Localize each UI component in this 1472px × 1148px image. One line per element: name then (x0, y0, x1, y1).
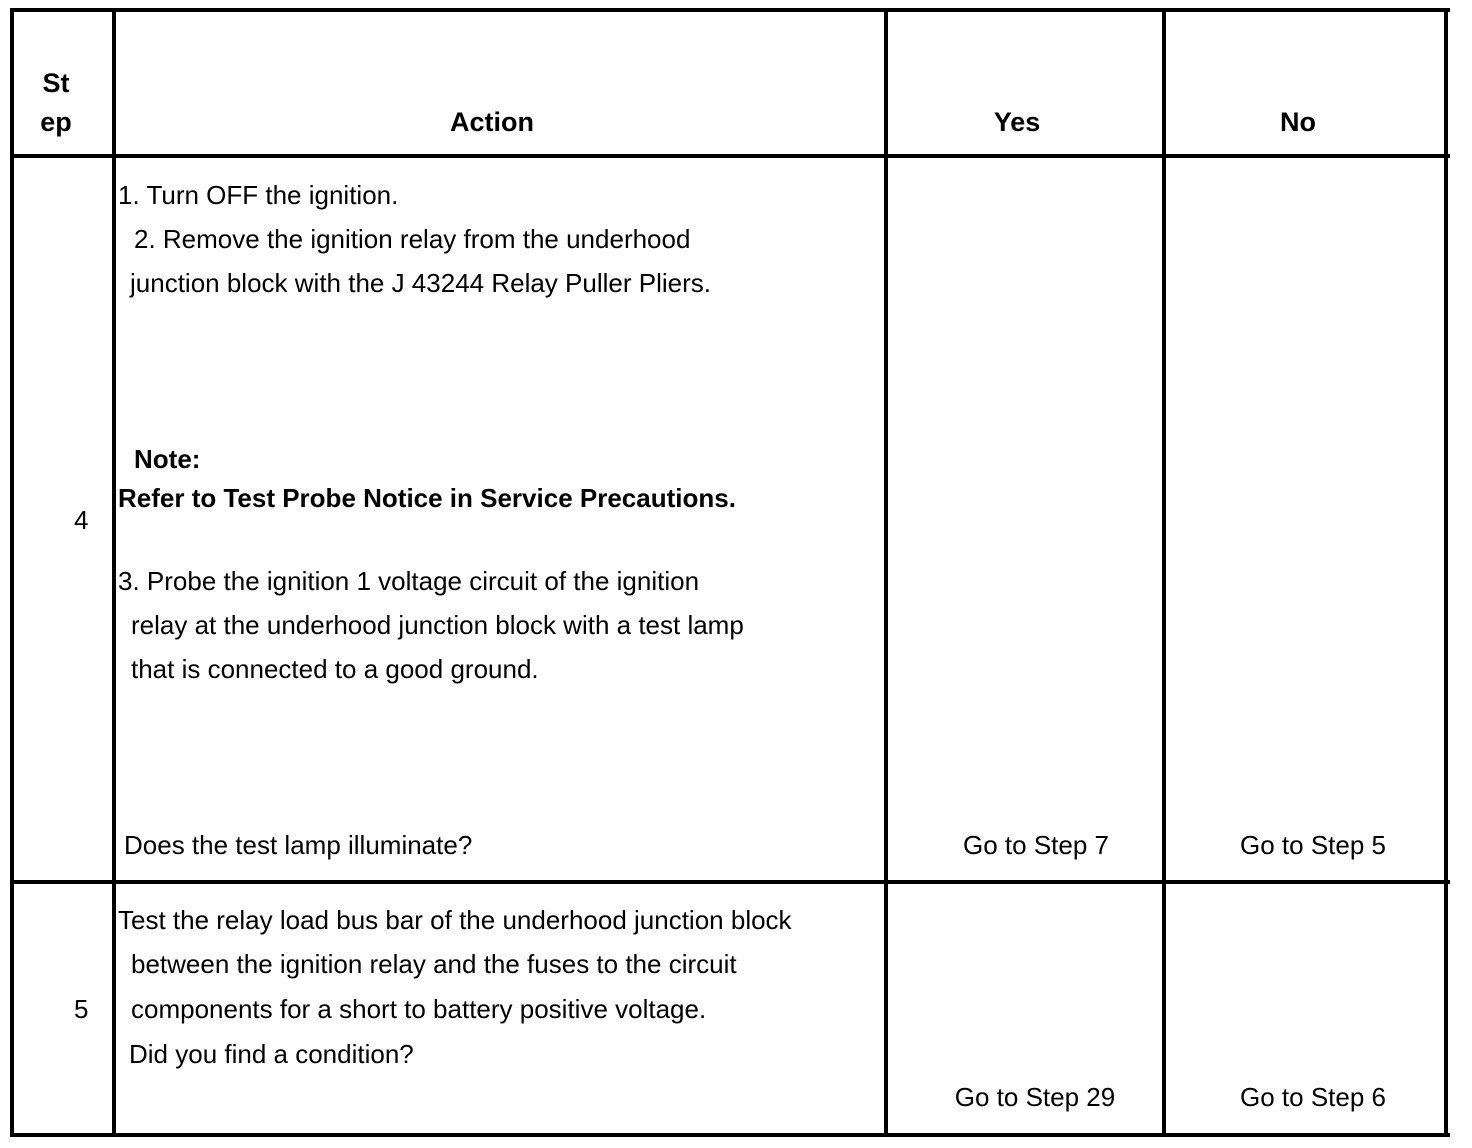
action-line: 1. Turn OFF the ignition. (118, 180, 399, 210)
action-line: 3. Probe the ignition 1 voltage circuit of the ignition (118, 566, 700, 596)
action-question: Did you find a condition? (129, 1039, 414, 1069)
table-border-left (10, 8, 14, 1137)
action-line: that is connected to a good ground. (131, 654, 539, 684)
header-step-line2: ep (40, 107, 72, 137)
action-line: between the ignition relay and the fuses to the circuit (131, 949, 737, 979)
table-border-top (10, 8, 1450, 12)
column-divider-yes (1162, 8, 1166, 1137)
action-line: components for a short to battery positive voltage. (131, 994, 707, 1024)
step-number: 5 (74, 994, 89, 1024)
header-action: Action (450, 107, 534, 137)
action-question: Does the test lamp illuminate? (124, 830, 473, 860)
action-line: relay at the underhood junction block with a test lamp (131, 610, 744, 640)
note-label: Note: (134, 444, 201, 474)
yes-result: Go to Step 29 (954, 1082, 1116, 1112)
step-number: 4 (74, 505, 89, 535)
yes-result: Go to Step 7 (963, 830, 1109, 860)
note-text: Refer to Test Probe Notice in Service Precautions. (118, 483, 736, 513)
table-border-right (1444, 8, 1448, 1137)
header-yes: Yes (993, 107, 1041, 137)
column-divider-step (112, 8, 116, 1137)
row-divider (10, 880, 1450, 884)
action-line: 2. Remove the ignition relay from the underhood (134, 224, 691, 254)
header-step-line1: St (42, 68, 70, 98)
action-line: junction block with the J 43244 Relay Puller Pliers. (130, 268, 711, 298)
no-result: Go to Step 5 (1240, 830, 1386, 860)
action-line: Test the relay load bus bar of the underhood junction block (118, 905, 792, 935)
no-result: Go to Step 6 (1240, 1082, 1386, 1112)
table-border-bottom (10, 1133, 1450, 1137)
header-no: No (1280, 107, 1316, 137)
header-divider (10, 154, 1450, 158)
column-divider-action (884, 8, 888, 1137)
